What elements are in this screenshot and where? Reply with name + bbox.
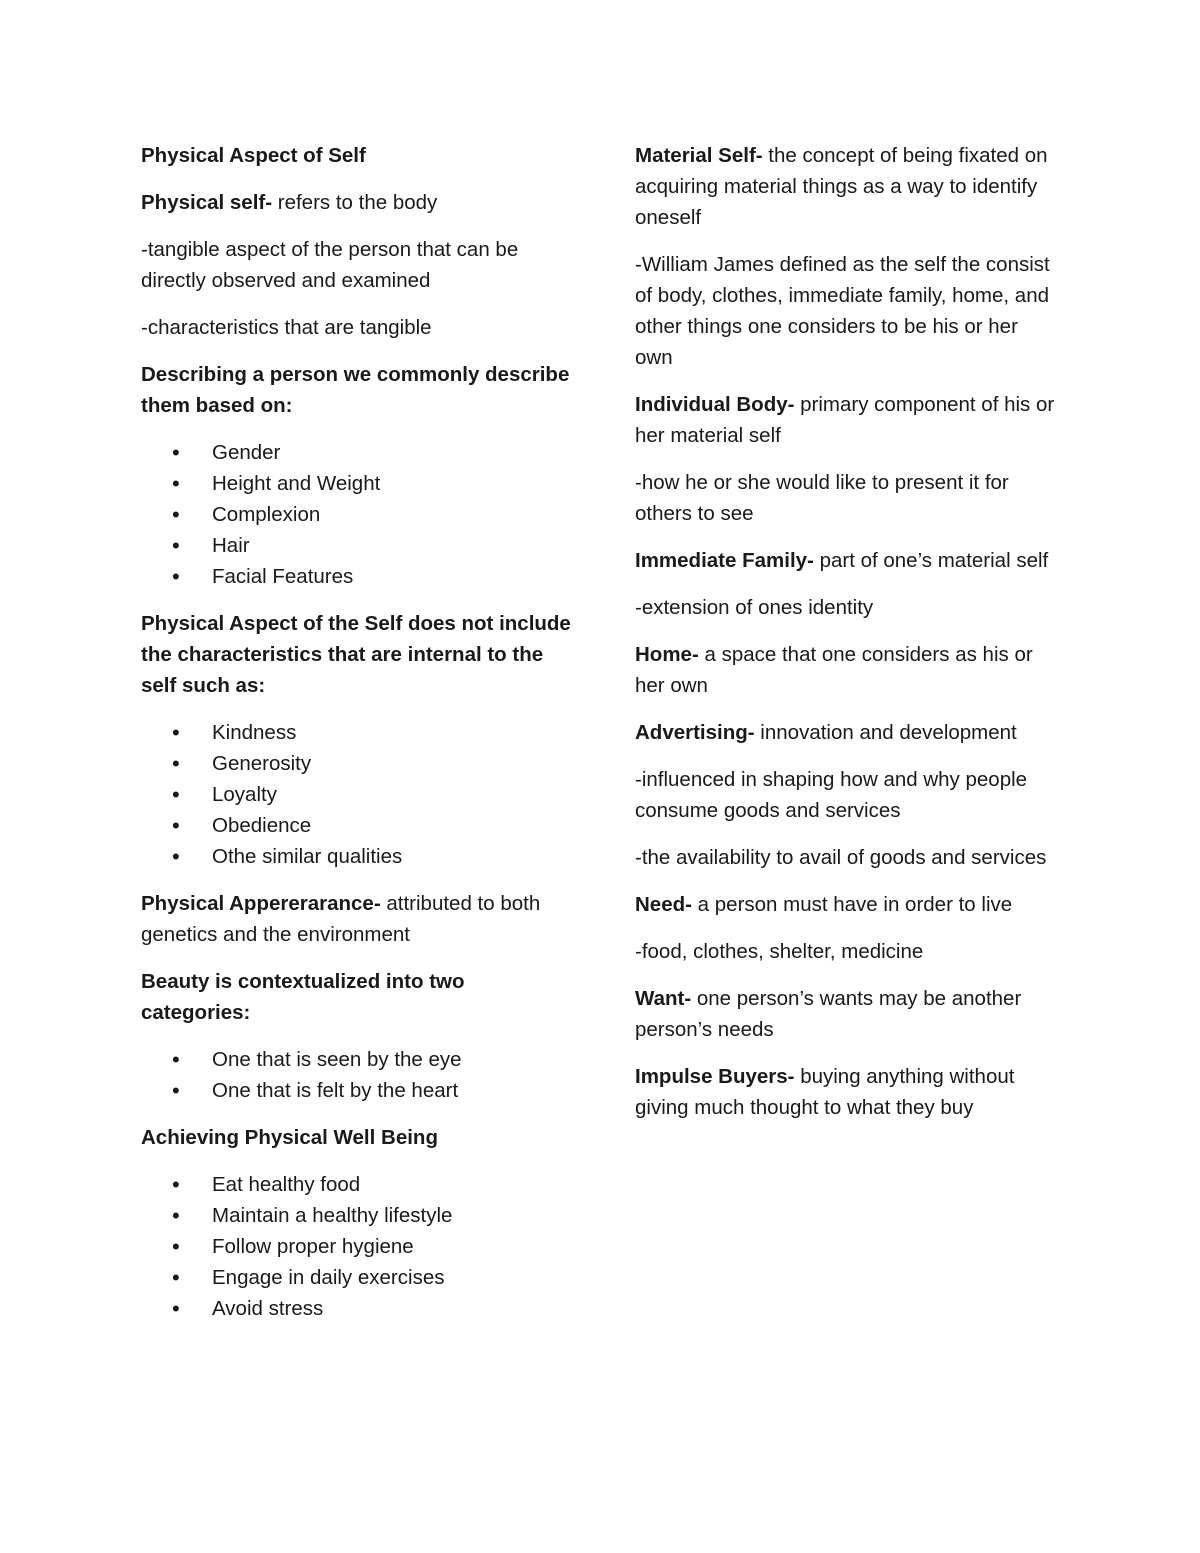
list-item: • Othe similar qualities [141,841,571,872]
list-item: • Kindness [141,717,571,748]
definition-advertising: Advertising- innovation and development [635,721,1017,744]
list-item: • Follow proper hygiene [141,1231,571,1262]
internal-heading: Physical Aspect of the Self does not include the characteristics that are internal to the self such as: [141,612,571,697]
list-item: • Gender [141,437,571,468]
definition-home: Home- a space that one considers as his or her own [635,643,1033,697]
definition-individual-body: Individual Body- primary component of his or her material self [635,393,1055,447]
note-need-examples: -food, clothes, shelter, medicine [635,940,924,963]
list-item: • Engage in daily exercises [141,1262,571,1293]
definition-impulse-buyers: Impulse Buyers- buying anything without giving much thought to what they buy [635,1065,1015,1119]
list-item: • Avoid stress [141,1293,571,1324]
note-tangible: -tangible aspect of the person that can be directly observed and examined [141,238,519,292]
beauty-list [141,1044,571,1106]
section-heading: Physical Aspect of Self [141,144,366,167]
wellbeing-heading: Achieving Physical Well Being [141,1126,438,1149]
definition-material-self: Material Self- the concept of being fixated on acquiring material things as a way to identify oneself [635,144,1048,229]
beauty-heading: Beauty is contextualized into two categories: [141,970,465,1024]
list-item: • Hair [141,530,571,561]
list-item: • Height and Weight [141,468,571,499]
definition-want: Want- one person’s wants may be another person’s needs [635,987,1022,1041]
note-availability: -the availability to avail of goods and services [635,846,1047,869]
note-characteristics: -characteristics that are tangible [141,316,432,339]
describing-list [141,437,571,592]
describing-heading: Describing a person we commonly describe them based on: [141,363,570,417]
note-influenced: -influenced in shaping how and why people consume goods and services [635,768,1028,822]
list-item: • Complexion [141,499,571,530]
note-extension: -extension of ones identity [635,596,874,619]
left-column [141,140,571,1340]
definition-need: Need- a person must have in order to live [635,893,1013,916]
list-item: • Facial Features [141,561,571,592]
note-present: -how he or she would like to present it for others to see [635,471,1009,525]
definition-physical-self: Physical self- refers to the body [141,191,438,214]
wellbeing-list [141,1169,571,1324]
internal-list [141,717,571,872]
list-item: • Maintain a healthy lifestyle [141,1200,571,1231]
list-item: • One that is seen by the eye [141,1044,571,1075]
definition-immediate-family: Immediate Family- part of one’s material self [635,549,1049,572]
note-william-james: -William James defined as the self the consist of body, clothes, immediate family, home, and other things one considers to be his or her own [635,253,1050,369]
definition-appearance: Physical Appererarance- attributed to both genetics and the environment [141,892,541,946]
list-item: • Loyalty [141,779,571,810]
list-item: • Eat healthy food [141,1169,571,1200]
list-item: • Obedience [141,810,571,841]
right-column [635,140,1060,1139]
list-item: • One that is felt by the heart [141,1075,571,1106]
list-item: • Generosity [141,748,571,779]
